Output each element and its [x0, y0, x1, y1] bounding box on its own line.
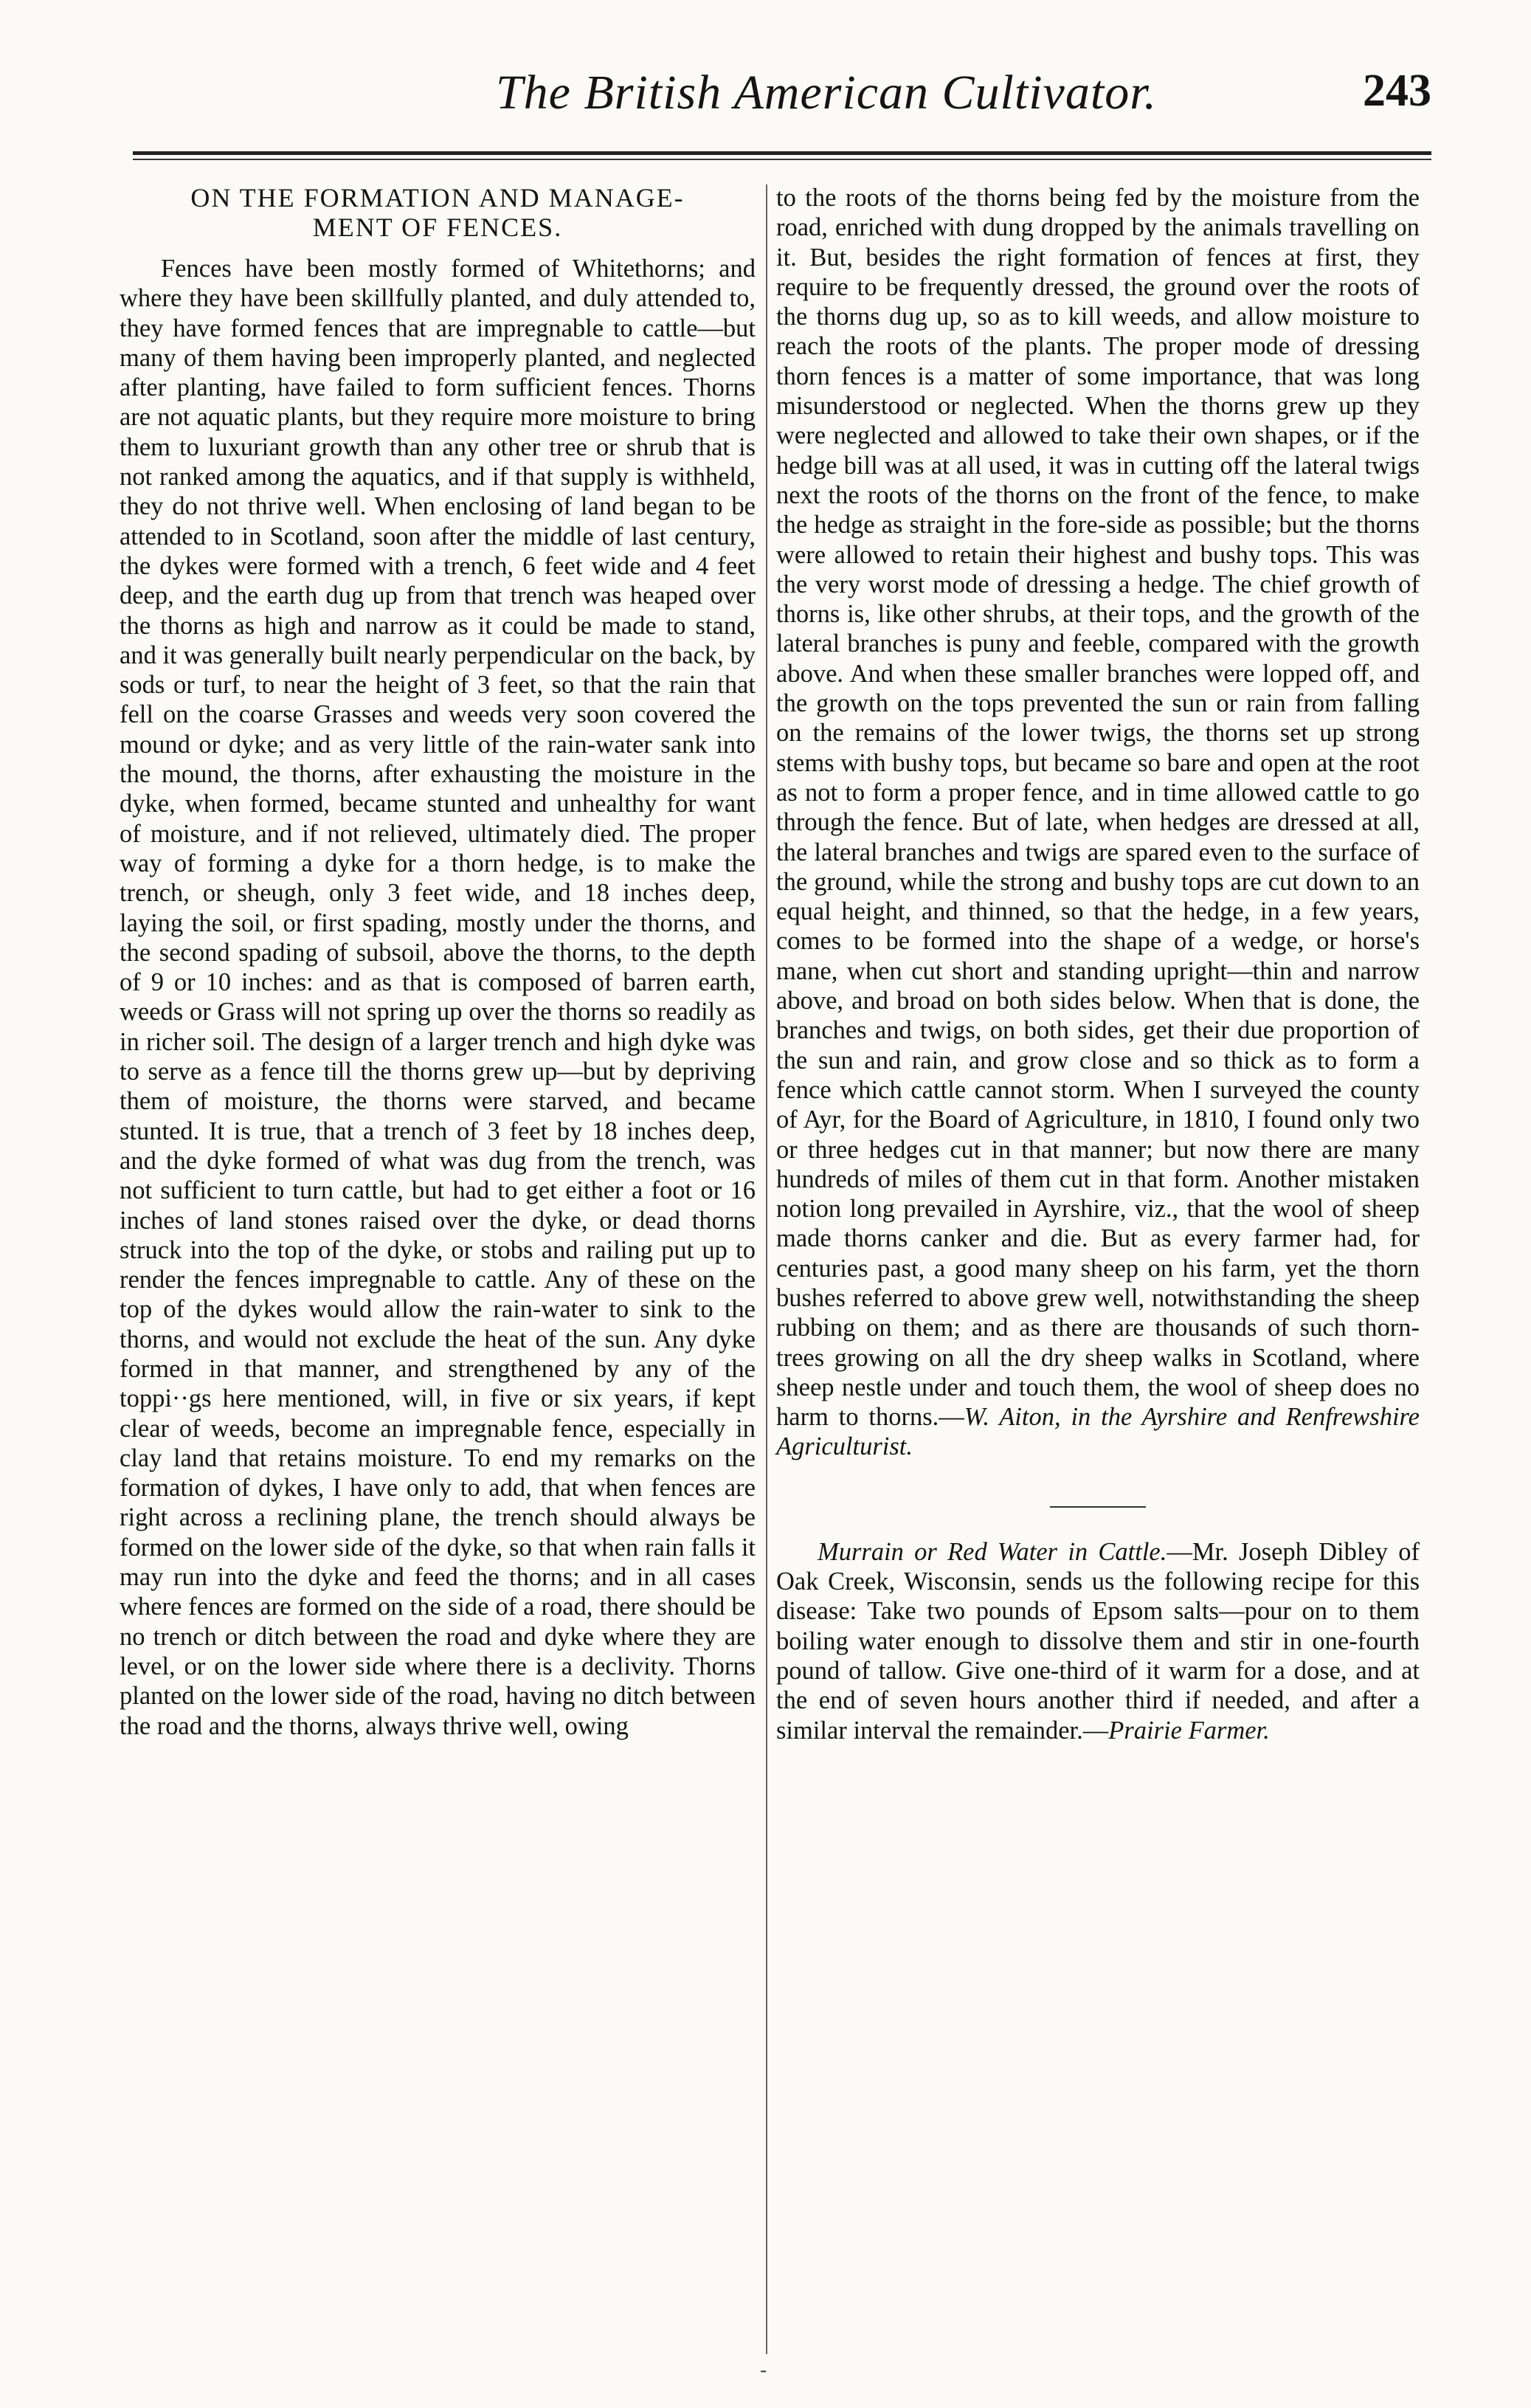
short-item-heading: Murrain or Red Water in Cattle.	[818, 1537, 1167, 1566]
article-body-right	[776, 183, 1420, 1462]
page-number: 243	[1363, 66, 1431, 116]
article-body-right-text: to the roots of the thorns being fed by the moisture from the road, enriched with dung dropped by the animals travelling on it. But, besides the right formation of fences at first, they require to be frequently dressed, the ground over the roots of the thorns dug up, so as to kill weeds, and allow moisture to reach the roots of the plants. The proper mode of dressing thorn fences is a matter of some importance, that was long misunderstood or neglected. When the thorns grew up they were neglected and allowed to take their own shapes, or if the hedge bill was at all used, it was in cutting off the lateral twigs next the roots of the thorns on the front of the fence, to make the hedge as straight in the fore-side as possible; but the thorns were allowed to retain their highest and bushy tops. This was the very worst mode of dressing a hedge. The chief growth of thorns is, like other shrubs, at their tops, and the growth of the lateral branches is puny and feeble, compared with the growth above. And when these smaller branches were lopped off, and the growth on the tops prevented the sun or rain from falling on the remains of the lower twigs, the thorns set up strong stems with bushy tops, but became so bare and open at the root as not to form a proper fence, and in time allowed cattle to go through the fence. But of late, when hedges are dressed at all, the lateral branches and twigs are spared even to the surface of the ground, while the strong and bushy tops are cut down to an equal height, and thinned, so that the hedge, in a few years, comes to be formed into the shape of a wedge, or horse's mane, when cut short and standing upright—thin and narrow above, and broad on both sides below. When that is done, the branches and twigs, on both sides, get their due proportion of the sun and rain, and grow close and so thick as to form a fence which cattle cannot storm. When I surveyed the county of Ayr, for the Board of Agriculture, in 1810, I found only two or three hedges cut in that manner; but now there are many hundreds of miles of them cut in that form. Another mistaken notion long prevailed in Ayrshire, viz., that the wool of sheep made thorns canker and die. But as every farmer had, for centuries past, a good many sheep on his farm, yet the thorn bushes referred to above grew well, notwithstanding the sheep rubbing on them; and as there are thousands of such thorn-trees growing on all the dry sheep walks in Scotland, where sheep nestle under and touch them, the wool of sheep does no harm to thorns.—	[776, 184, 1420, 1432]
article-title-line-2: MENT OF FENCES.	[312, 213, 563, 242]
column-divider	[766, 184, 767, 2354]
header-rule-thick	[133, 151, 1431, 155]
article-title-line-1: ON THE FORMATION AND MANAGE-	[190, 183, 685, 213]
article-signature: W. Aiton, in the Ayrshire and Renfrewshire Agriculturist.	[776, 1403, 1420, 1461]
page-header	[133, 65, 1431, 139]
footer-mark: -	[760, 2359, 767, 2381]
short-item-source: Prairie Farmer.	[1108, 1716, 1270, 1745]
section-separator	[1050, 1506, 1146, 1508]
header-rule-thin	[133, 159, 1431, 160]
short-item	[776, 1537, 1420, 1745]
right-column	[776, 183, 1420, 1745]
article-title	[120, 183, 756, 242]
article-body-left: Fences have been mostly formed of Whitethorns; and where they have been skillfully planted, and duly attended to, they have formed fences that are impregnable to cattle—but many of them having been improperly planted, and neglected after planting, have failed to form sufficient fences. Thorns are not aquatic plants, but they require more moisture to bring them to luxuriant growth than any other tree or shrub that is not ranked among the aquatics, and if that supply is withheld, they do not thrive well. When enclosing of land began to be attended to in Scotland, soon after the middle of last century, the dykes were formed with a trench, 6 feet wide and 4 feet deep, and the earth dug up from that trench was heaped over the thorns as high and narrow as it could be made to stand, and it was generally built nearly perpendicular on the back, by sods or turf, to near the height of 3 feet, so that the rain that fell on the coarse Grasses and weeds very soon covered the mound or dyke; and as very little of the rain-water sank into the mound, the thorns, after exhausting the moisture in the dyke, when formed, became stunted and unhealthy for want of moisture, and if not relieved, ultimately died. The proper way of forming a dyke for a thorn hedge, is to make the trench, or sheugh, only 3 feet wide, and 18 inches deep, laying the soil, or first spading, mostly under the thorns, and the second spading of subsoil, above the thorns, to the depth of 9 or 10 inches: and as that is composed of barren earth, weeds or Grass will not spring up over the thorns so readily as in richer soil. The design of a larger trench and high dyke was to serve as a fence till the thorns grew up—but by depriving them of moisture, the thorns were starved, and became stunted. It is true, that a trench of 3 feet by 18 inches deep, and the dyke formed of what was dug from the trench, was not sufficient to turn cattle, but had to get either a foot or 16 inches of land stones raised over the dyke, or dead thorns struck into the top of the dyke, or stobs and railing put up to render the fences impregnable to cattle. Any of these on the top of the dykes would allow the rain-water to sink to the thorns, and would not exclude the heat of the sun. Any dyke formed in that manner, and strengthened by any of the toppi··gs here mentioned, will, in five or six years, if kept clear of weeds, become an impregnable fence, especially in clay land that retains moisture. To end my remarks on the formation of dykes, I have only to add, that when fences are right across a reclining plane, the trench should always be formed on the lower side of the dyke, so that when rain falls it may run into the dyke and feed the thorns; and in all cases where fences are formed on the side of a road, there should be no trench or ditch between the road and dyke where they are level, or on the lower side where there is a declivity. Thorns planted on the lower side of the road, having no ditch between the road and the thorns, always thrive well, owing	[120, 255, 756, 1740]
short-item-body: —Mr. Joseph Dibley of Oak Creek, Wisconsin, sends us the following recipe for this disease: Take two pounds of Epsom salts—pour on to them boiling water enough to dissolve them and stir in one-fourth pound of tallow. Give one-third of it warm for a dose, and at the end of seven hours another third if needed, and after a similar interval the remainder.—	[776, 1537, 1420, 1745]
left-column	[120, 183, 756, 1741]
journal-title: The British American Cultivator.	[495, 66, 1158, 120]
